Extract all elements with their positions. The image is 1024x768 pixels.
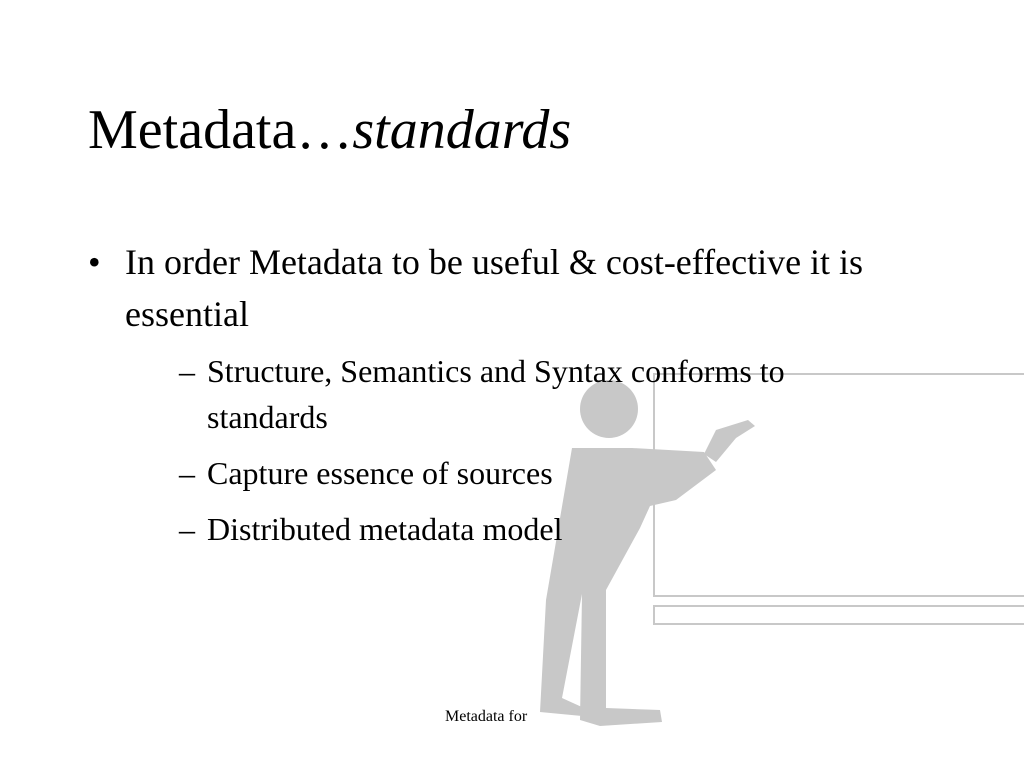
bullet-list: [88, 236, 908, 562]
sub-bullet-text: Structure, Semantics and Syntax conforms to standards: [207, 353, 785, 435]
bullet-item: [88, 236, 908, 552]
sub-bullet-item: [161, 450, 908, 496]
bullet-marker: •: [88, 242, 101, 282]
slide-title-emphasis: standards: [352, 99, 572, 161]
bullet-text: In order Metadata to be useful & cost-effective it is essential: [125, 242, 864, 334]
slide-title-main: Metadata…: [88, 99, 353, 161]
sub-bullet-marker: –: [179, 353, 195, 389]
sub-bullet-text: Capture essence of sources: [207, 455, 553, 491]
sub-bullet-text: Distributed metadata model: [207, 511, 563, 547]
slide-title: [88, 100, 571, 162]
sub-bullet-marker: –: [179, 455, 195, 491]
sub-bullet-item: [161, 348, 908, 440]
slide-footer: Metadata for: [445, 708, 528, 725]
sub-bullet-list: [125, 348, 908, 552]
sub-bullet-item: [161, 506, 908, 552]
sub-bullet-marker: –: [179, 511, 195, 547]
whiteboard-tray: [654, 606, 1024, 624]
